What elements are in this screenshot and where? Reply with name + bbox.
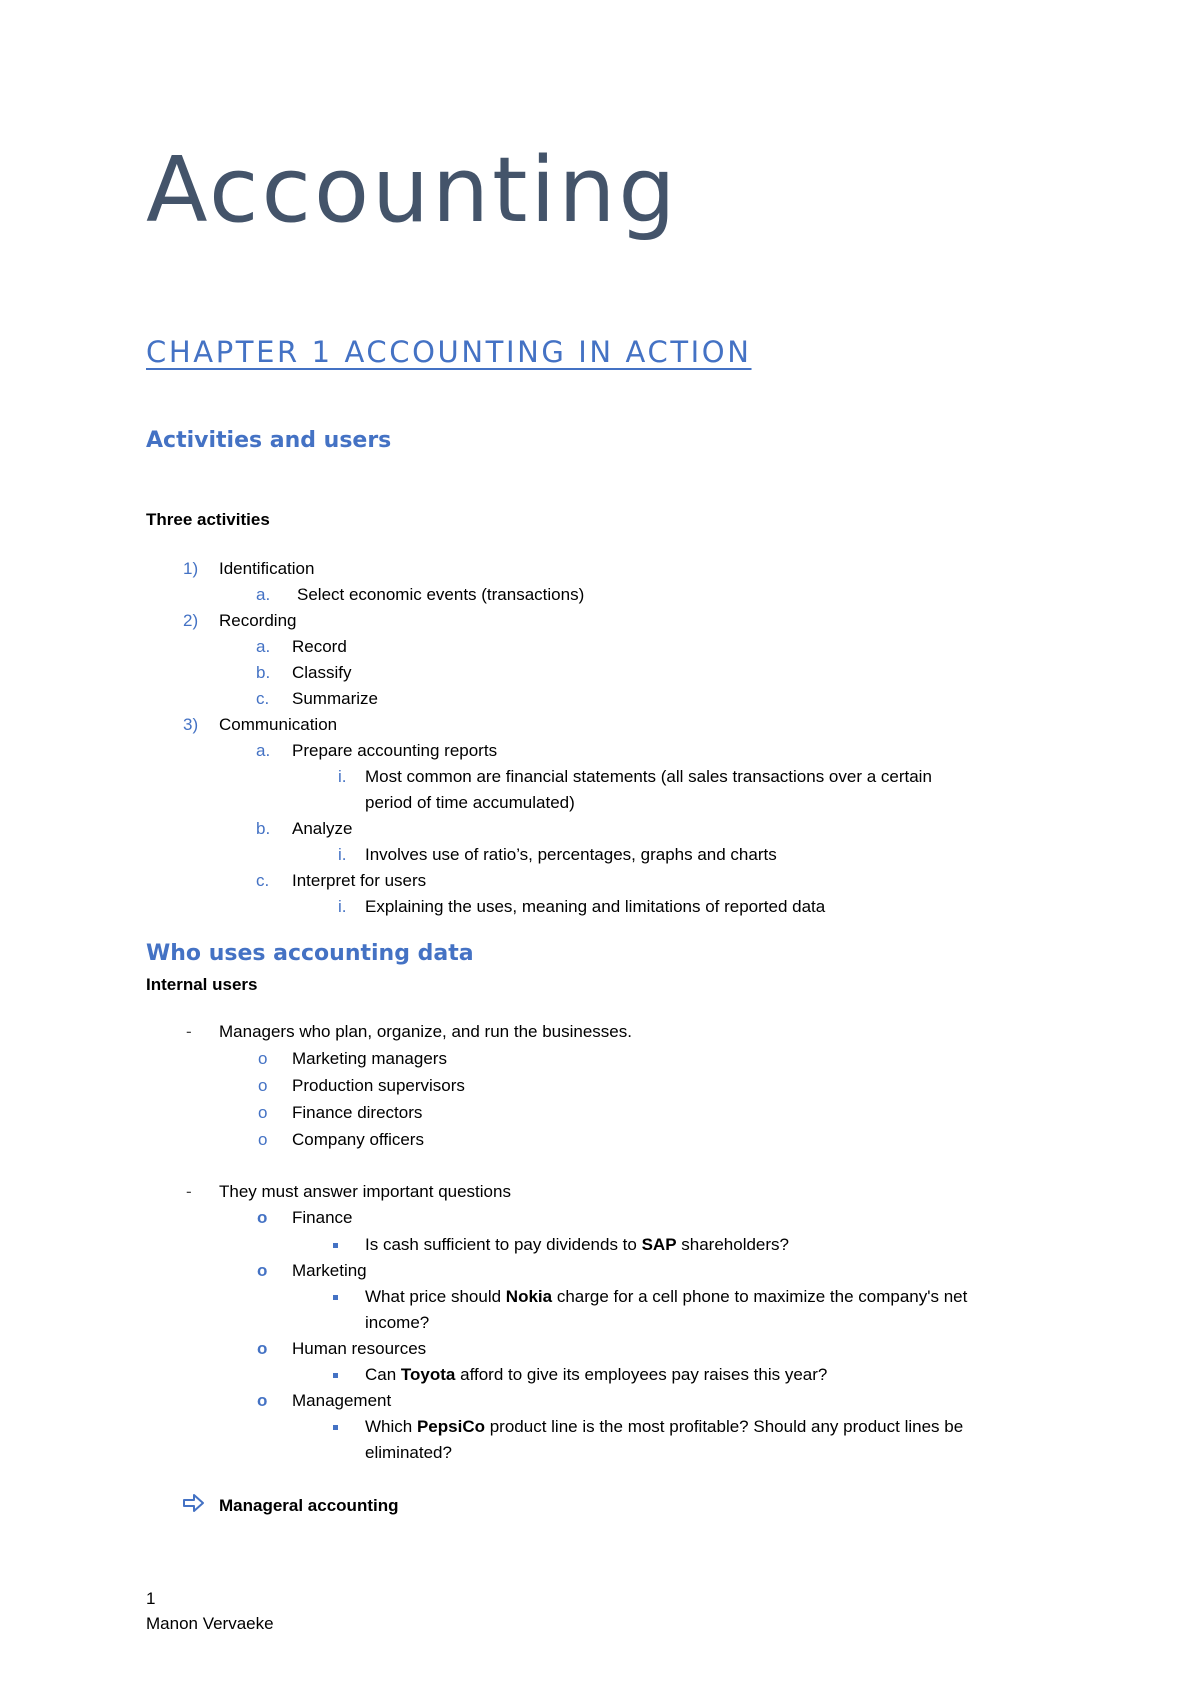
list-marker: a. bbox=[256, 741, 271, 760]
circle-bullet: o bbox=[258, 1076, 268, 1095]
list-item-continuation: period of time accumulated) bbox=[365, 793, 575, 812]
list-item: Explaining the uses, meaning and limitations of reported data bbox=[365, 897, 826, 916]
square-bullet-icon bbox=[333, 1243, 338, 1248]
question-category: Finance bbox=[292, 1208, 353, 1227]
subheading-internal-users: Internal users bbox=[146, 975, 258, 994]
list-item: Marketing managers bbox=[292, 1049, 447, 1068]
list-item: They must answer important questions bbox=[219, 1182, 511, 1201]
list-item: Communication bbox=[219, 715, 338, 734]
circle-bullet: o bbox=[258, 1130, 268, 1149]
question-category: Management bbox=[292, 1391, 392, 1410]
question-category: Marketing bbox=[292, 1261, 367, 1280]
circle-bullet: o bbox=[258, 1049, 268, 1068]
list-item: Managers who plan, organize, and run the businesses. bbox=[219, 1022, 632, 1041]
question-text-continuation: income? bbox=[365, 1313, 430, 1332]
list-item: Prepare accounting reports bbox=[292, 741, 498, 760]
list-item: Record bbox=[292, 637, 347, 656]
list-item: Production supervisors bbox=[292, 1076, 465, 1095]
dash-bullet: - bbox=[186, 1022, 192, 1041]
list-marker: i. bbox=[338, 767, 347, 786]
list-item: Most common are financial statements (all sales transactions over a certain bbox=[365, 767, 932, 786]
list-marker: 3) bbox=[183, 715, 199, 734]
list-marker: 2) bbox=[183, 611, 199, 630]
circle-bullet: o bbox=[257, 1208, 268, 1227]
circle-bullet: o bbox=[257, 1261, 268, 1280]
square-bullet-icon bbox=[333, 1295, 338, 1300]
dash-bullet: - bbox=[186, 1182, 192, 1201]
subheading-three-activities: Three activities bbox=[146, 510, 270, 529]
footer-author: Manon Vervaeke bbox=[146, 1614, 274, 1633]
list-item: Company officers bbox=[292, 1130, 424, 1149]
list-marker: b. bbox=[256, 663, 271, 682]
list-item: Select economic events (transactions) bbox=[297, 585, 585, 604]
question-category: Human resources bbox=[292, 1339, 427, 1358]
conclusion-text: Manageral accounting bbox=[219, 1496, 399, 1515]
circle-bullet: o bbox=[257, 1339, 268, 1358]
list-item: Identification bbox=[219, 559, 315, 578]
page-number: 1 bbox=[146, 1589, 156, 1608]
list-item: Interpret for users bbox=[292, 871, 427, 890]
section-heading-activities: Activities and users bbox=[146, 428, 392, 453]
chapter-heading: CHAPTER 1 ACCOUNTING IN ACTION bbox=[146, 335, 752, 369]
question-text: What price should Nokia charge for a cell phone to maximize the company's net bbox=[365, 1287, 968, 1306]
list-item: Classify bbox=[292, 663, 352, 682]
list-item: Summarize bbox=[292, 689, 378, 708]
list-marker: c. bbox=[256, 871, 270, 890]
list-item: Analyze bbox=[292, 819, 353, 838]
list-marker: i. bbox=[338, 845, 347, 864]
list-marker: a. bbox=[256, 585, 271, 604]
list-item: Finance directors bbox=[292, 1103, 423, 1122]
document-title: Accounting bbox=[146, 138, 679, 243]
list-item: Recording bbox=[219, 611, 297, 630]
list-marker: b. bbox=[256, 819, 271, 838]
list-marker: i. bbox=[338, 897, 347, 916]
square-bullet-icon bbox=[333, 1373, 338, 1378]
question-text-continuation: eliminated? bbox=[365, 1443, 452, 1462]
square-bullet-icon bbox=[333, 1425, 338, 1430]
list-marker: c. bbox=[256, 689, 270, 708]
question-text: Is cash sufficient to pay dividends to SAP shareholders? bbox=[365, 1235, 790, 1254]
circle-bullet: o bbox=[258, 1103, 268, 1122]
question-text: Which PepsiCo product line is the most profitable? Should any product lines be bbox=[365, 1417, 964, 1436]
list-marker: a. bbox=[256, 637, 271, 656]
list-marker: 1) bbox=[183, 559, 199, 578]
circle-bullet: o bbox=[257, 1391, 268, 1410]
list-item: Involves use of ratio’s, percentages, graphs and charts bbox=[365, 845, 777, 864]
arrow-right-icon bbox=[183, 1493, 205, 1518]
section-heading-who-uses: Who uses accounting data bbox=[146, 941, 474, 966]
question-text: Can Toyota afford to give its employees pay raises this year? bbox=[365, 1365, 828, 1384]
